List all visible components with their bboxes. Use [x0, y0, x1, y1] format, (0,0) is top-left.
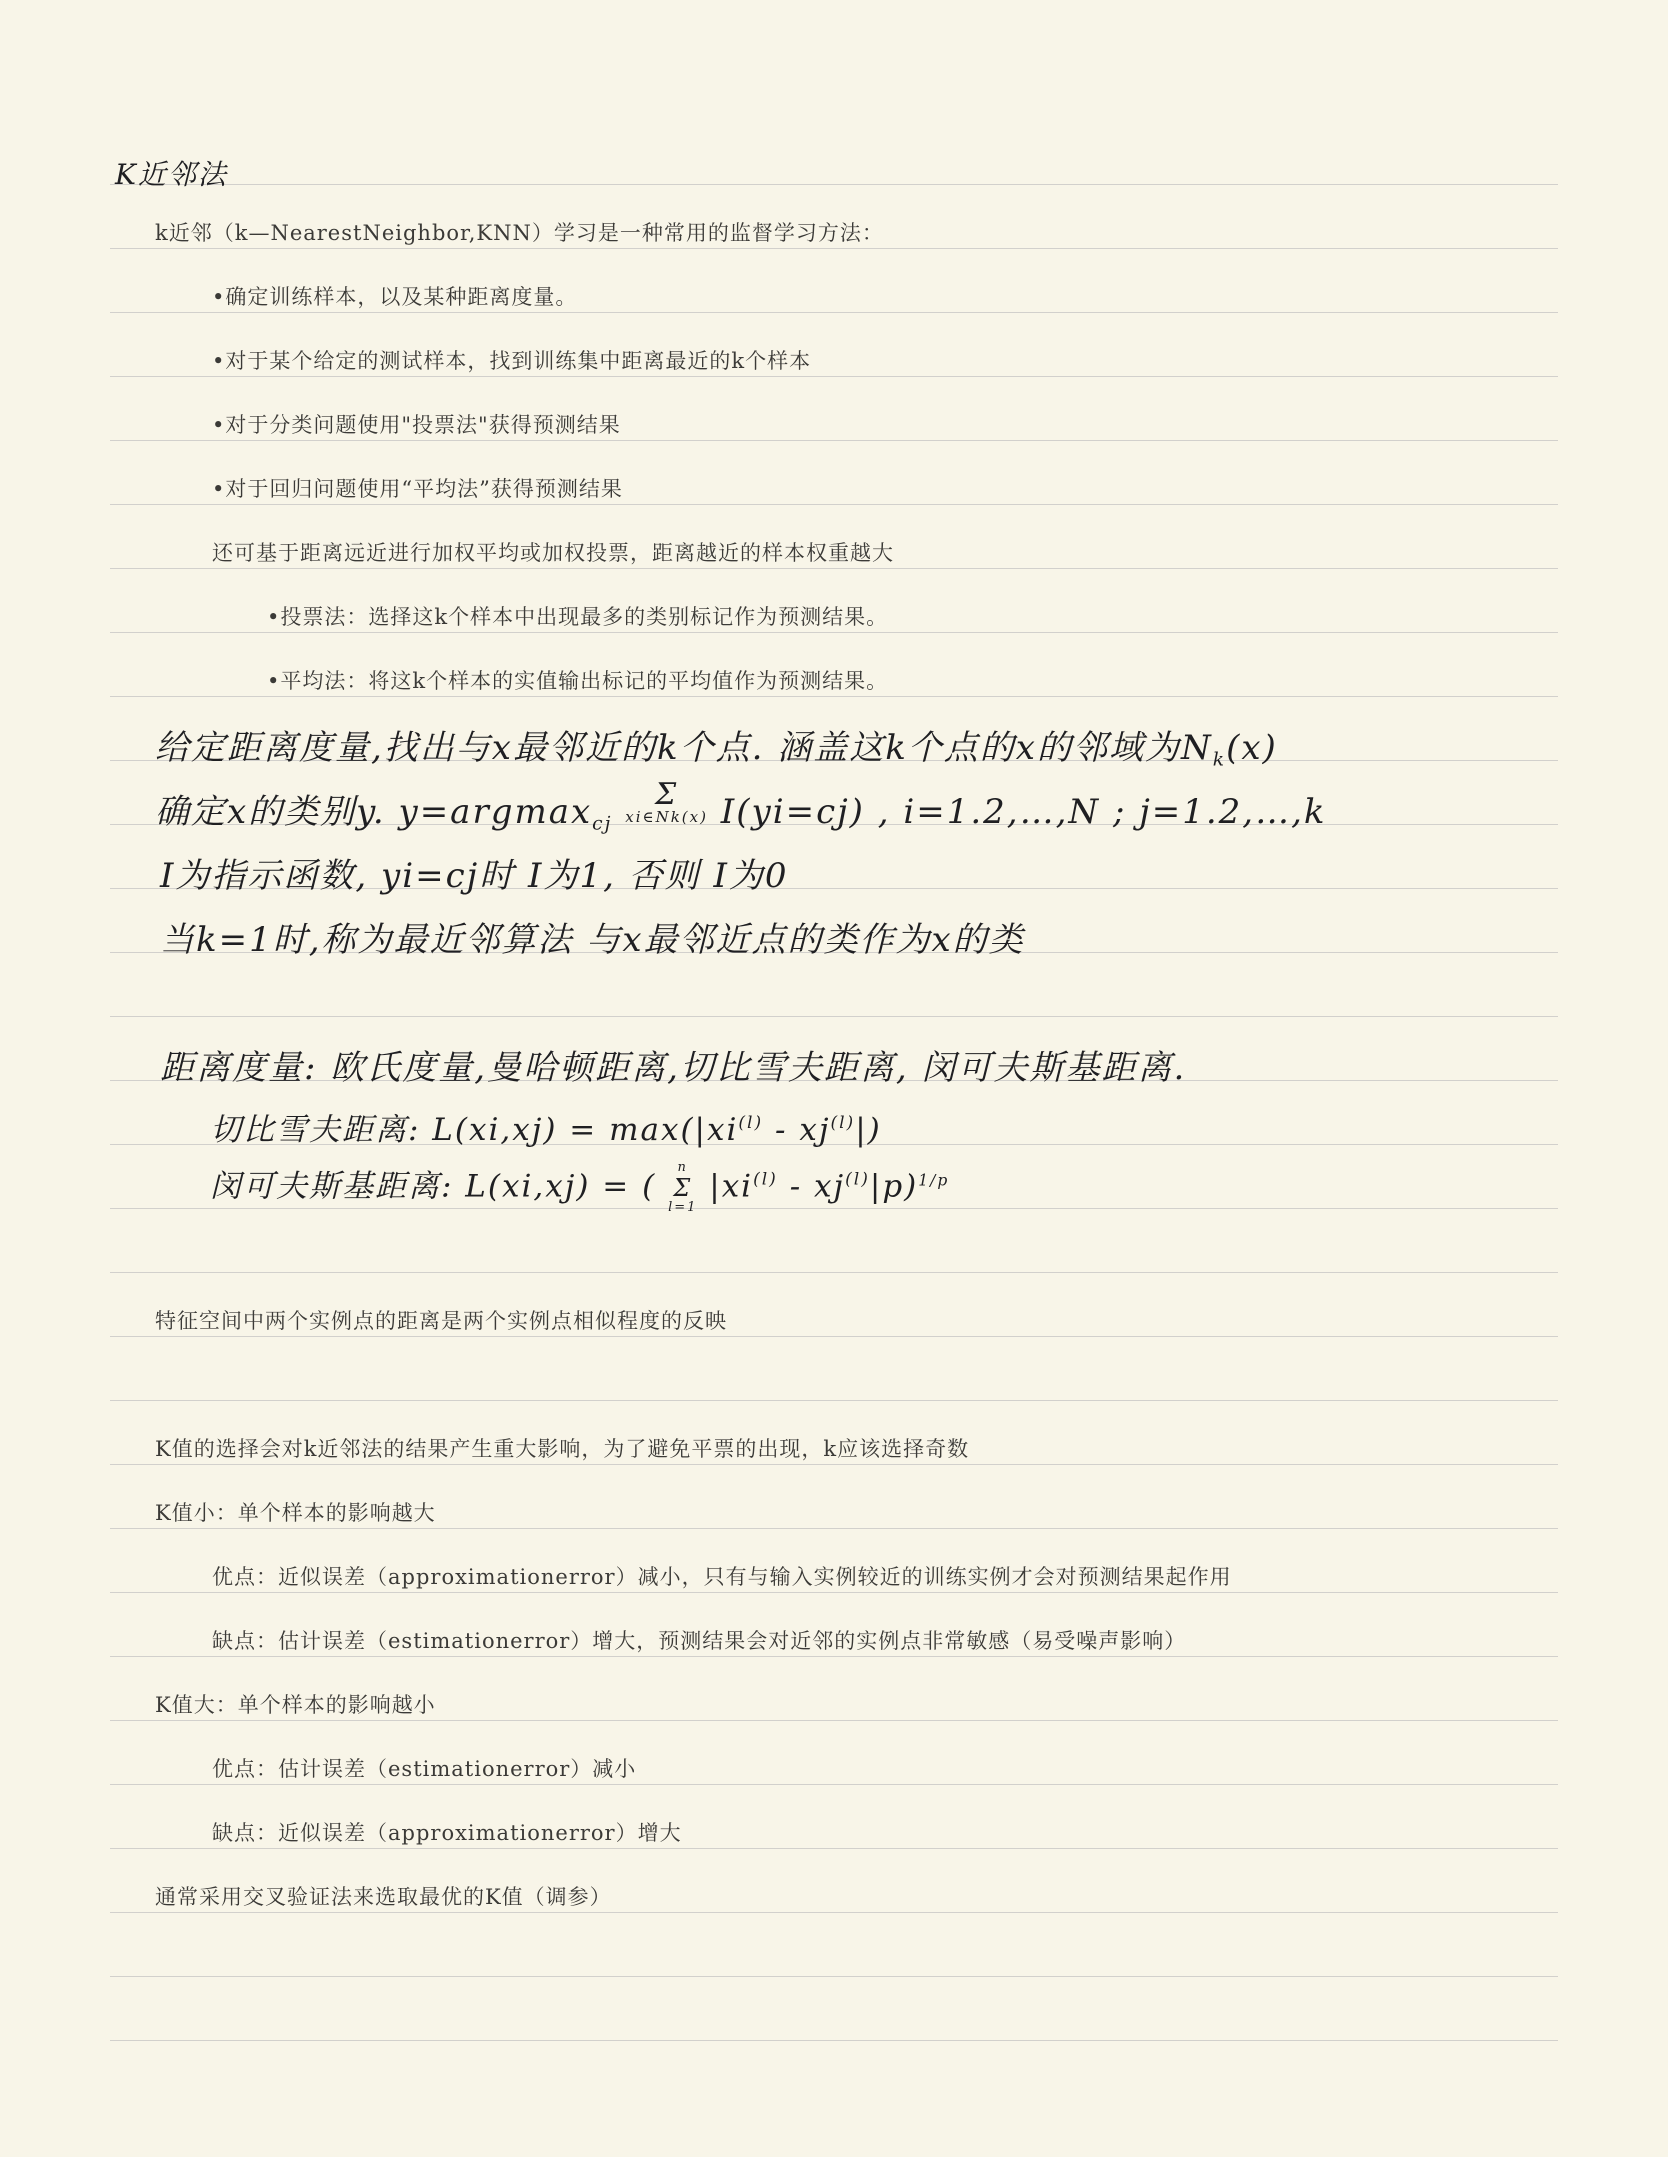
hand-subscript: cj: [592, 813, 613, 835]
ruled-line: [110, 440, 1558, 441]
ruled-line: [110, 1528, 1558, 1529]
hand-text: 闵可夫斯基距离: L(xi,xj) = (: [210, 1168, 657, 1205]
hand-text: - xj: [789, 1168, 846, 1205]
bullet-item: •对于回归问题使用“平均法”获得预测结果: [212, 477, 623, 501]
hand-text: |p): [869, 1168, 919, 1205]
ruled-line: [110, 1464, 1558, 1465]
k-small-pro: 优点：近似误差（approximationerror）减小，只有与输入实例较近的训练实例才会对预测结果起作用: [212, 1565, 1232, 1589]
ruled-line: [110, 568, 1558, 569]
sigma-glyph: Σ: [673, 1174, 693, 1202]
hand-text: I(yi=cj) , i=1.2,…,N ; j=1.2,…,k: [720, 792, 1327, 832]
hand-superscript: (l): [738, 1113, 764, 1134]
sum-symbol: [625, 777, 708, 828]
bullet-item: •对于某个给定的测试样本，找到训练集中距离最近的k个样本: [212, 349, 812, 373]
hand-text: |): [855, 1112, 882, 1148]
hand-text: 切比雪夫距离: L(xi,xj) = max(|xi: [210, 1112, 739, 1148]
sub-bullet-item: •平均法：将这k个样本的实值输出标记的平均值作为预测结果。: [267, 669, 889, 693]
weighted-note: 还可基于距离远近进行加权平均或加权投票，距离越近的样本权重越大: [212, 541, 894, 565]
sum-lower: l=1: [668, 1200, 698, 1215]
intro-text: k近邻（k—NearestNeighbor,KNN）学习是一种常用的监督学习方法：: [155, 221, 884, 245]
sub-bullet-item: •投票法：选择这k个样本中出现最多的类别标记作为预测结果。: [267, 605, 889, 629]
k-small-con: 缺点：估计误差（estimationerror）增大，预测结果会对近邻的实例点非常敏感（易受噪声影响）: [212, 1629, 1187, 1653]
cross-validation-note: 通常采用交叉验证法来选取最优的K值（调参）: [155, 1885, 612, 1909]
ruled-line: [110, 1976, 1558, 1977]
k-large-con: 缺点：近似误差（approximationerror）增大: [212, 1821, 682, 1845]
handwritten-indicator-note: I为指示函数, yi=cj时 I为1, 否则 I为0: [160, 856, 789, 896]
ruled-line: [110, 248, 1558, 249]
hand-text: - xj: [775, 1112, 831, 1148]
k-small-label: K值小：单个样本的影响越大: [155, 1501, 436, 1525]
sum-upper: n: [677, 1160, 688, 1175]
handwritten-chebyshev-formula: [210, 1104, 882, 1149]
sigma-glyph: Σ: [655, 777, 679, 812]
hand-text: 确定x的类别y. y=argmax: [155, 792, 593, 832]
feature-space-note: 特征空间中两个实例点的距离是两个实例点相似程度的反映: [155, 1309, 727, 1333]
bullet-item: •确定训练样本，以及某种距离度量。: [212, 285, 578, 309]
k-choice-note: K值的选择会对k近邻法的结果产生重大影响，为了避免平票的出现，k应该选择奇数: [155, 1437, 970, 1461]
hand-subscript: k: [1212, 749, 1227, 771]
handwritten-distance-metrics: 距离度量: 欧氏度量,曼哈顿距离,切比雪夫距离, 闵可夫斯基距离.: [160, 1048, 1187, 1088]
handwritten-argmax-formula: [155, 777, 1327, 835]
ruled-line: [110, 1912, 1558, 1913]
ruled-line: [110, 1272, 1558, 1273]
hand-text: |xi: [709, 1168, 754, 1205]
ruled-line: [110, 1336, 1558, 1337]
ruled-line: [110, 1656, 1558, 1657]
hand-text: 给定距离度量,找出与x最邻近的k个点. 涵盖这k个点的x的邻域为N: [155, 728, 1213, 768]
ruled-line: [110, 312, 1558, 313]
ruled-line: [110, 184, 1558, 185]
ruled-line: [110, 504, 1558, 505]
ruled-line: [110, 1720, 1558, 1721]
handwritten-nn-note: 当k=1时,称为最近邻算法 与x最邻近点的类作为x的类: [160, 920, 1025, 960]
sum-subscript: xi∈Nk(x): [625, 808, 708, 826]
ruled-line: [110, 376, 1558, 377]
k-large-label: K值大：单个样本的影响越小: [155, 1693, 436, 1717]
page-title: K近邻法: [115, 158, 228, 191]
ruled-line: [110, 632, 1558, 633]
handwritten-definition: [155, 720, 1278, 771]
handwritten-minkowski-formula: [210, 1160, 949, 1216]
ruled-line: [110, 1848, 1558, 1849]
hand-superscript: (l): [845, 1169, 870, 1190]
ruled-line: [110, 1400, 1558, 1401]
hand-superscript: (l): [753, 1169, 778, 1190]
ruled-line: [110, 696, 1558, 697]
ruled-line: [110, 1016, 1558, 1017]
ruled-line: [110, 1592, 1558, 1593]
ruled-line: [110, 2040, 1558, 2041]
sum-symbol: [668, 1160, 697, 1216]
hand-text: (x): [1226, 728, 1278, 768]
hand-superscript: (l): [830, 1113, 856, 1134]
ruled-line: [110, 1784, 1558, 1785]
bullet-item: •对于分类问题使用"投票法"获得预测结果: [212, 413, 621, 437]
hand-exponent: 1/p: [918, 1171, 950, 1190]
k-large-pro: 优点：估计误差（estimationerror）减小: [212, 1757, 637, 1781]
